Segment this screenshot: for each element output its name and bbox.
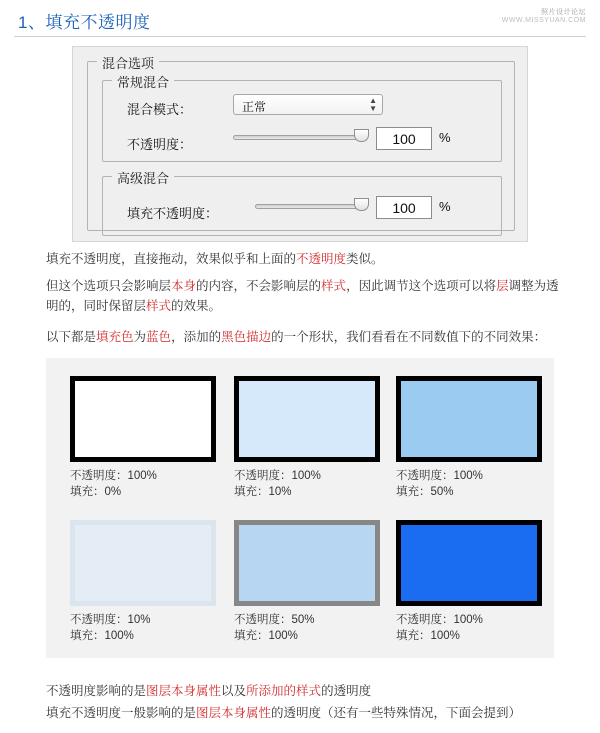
sample-item (396, 520, 546, 644)
paragraph-1 (46, 249, 566, 269)
fill-opacity-label: 填充不透明度： (127, 206, 219, 221)
sample-fill-caption: 填充：100% (70, 630, 134, 642)
paragraph-2-part-g: 调整为透 (508, 279, 559, 293)
footer-1-highlight-b: 所添加的样式 (246, 684, 322, 698)
blend-options-legend: 混合选项 (97, 53, 159, 72)
paragraph-3-highlight-stroke: 黑色描边 (221, 330, 272, 344)
sample-swatch (234, 376, 380, 462)
paragraph-1-part-c: 类似。 (346, 252, 384, 266)
opacity-value-input[interactable]: 100 (376, 127, 432, 150)
sample-opacity-caption: 不透明度：50% (234, 614, 315, 626)
footer-2-part-a: 填充不透明度一般影响的是 (46, 706, 197, 720)
sample-item (70, 520, 220, 644)
sample-fill-caption: 填充：100% (396, 630, 460, 642)
opacity-slider-track[interactable] (233, 135, 367, 140)
footer-1-part-c: 以及 (221, 684, 247, 698)
fill-opacity-percent-label: % (439, 199, 451, 214)
advanced-blend-legend: 高级混合 (112, 168, 174, 187)
sample-opacity-caption: 不透明度：10% (70, 614, 151, 626)
opacity-slider-thumb[interactable] (354, 129, 369, 142)
paragraph-2-part-a: 但这个选项只会影响层 (46, 279, 172, 293)
footer-1-part-a: 不透明度影响的是 (46, 684, 147, 698)
sample-item (396, 376, 546, 500)
footer-line-2 (46, 703, 576, 723)
paragraph-3-highlight-blue: 蓝色 (146, 330, 172, 344)
sample-fill-caption: 填充：0% (70, 486, 122, 498)
sample-swatch (234, 520, 380, 606)
footer-2-highlight: 图层本身属性 (196, 706, 272, 720)
paragraph-2-line-1 (46, 276, 566, 296)
sample-fill-caption: 填充：100% (234, 630, 298, 642)
sample-swatch (396, 376, 542, 462)
footer-1-highlight-a: 图层本身属性 (146, 684, 222, 698)
sample-opacity-caption: 不透明度：100% (396, 470, 483, 482)
paragraph-2-highlight-self: 本身 (171, 279, 197, 293)
advanced-blend-group (102, 171, 502, 236)
paragraph-3-part-c: 为 (133, 330, 147, 344)
footer-line-1 (46, 681, 576, 701)
chevron-updown-icon: ▲ ▼ (369, 96, 377, 113)
paragraph-2-highlight-style-2: 样式 (146, 299, 172, 313)
sample-opacity-caption: 不透明度：100% (234, 470, 321, 482)
blending-options-dialog (72, 46, 528, 242)
blend-mode-select[interactable] (233, 94, 383, 115)
fill-opacity-value-input[interactable]: 100 (376, 196, 432, 219)
sample-fill-caption: 填充：10% (234, 486, 292, 498)
footer-1-part-e: 的透明度 (321, 684, 372, 698)
paragraph-3-highlight-fill: 填充色 (96, 330, 134, 344)
paragraph-2-line-2 (46, 296, 566, 316)
sample-item (234, 376, 384, 500)
paragraph-3-part-a: 以下都是 (46, 330, 97, 344)
paragraph-3 (46, 327, 566, 347)
paragraph-1-part-a: 填充不透明度，直接拖动，效果似乎和上面的 (46, 252, 297, 266)
paragraph-2-part-j: 的效果。 (171, 299, 222, 313)
sample-opacity-caption: 不透明度：100% (70, 470, 157, 482)
blend-options-group (87, 56, 515, 231)
opacity-label: 不透明度： (127, 137, 193, 152)
sample-swatch (70, 520, 216, 606)
sample-fill-caption: 填充：50% (396, 486, 454, 498)
general-blend-legend: 常规混合 (112, 72, 174, 91)
blend-mode-label: 混合模式： (127, 102, 193, 117)
watermark (502, 9, 586, 25)
paragraph-2-part-c: 的内容，不会影响层的 (196, 279, 322, 293)
paragraph-3-part-g: 的一个形状，我们看看在不同数值下的不同效果： (271, 330, 547, 344)
fill-opacity-slider-track[interactable] (255, 204, 367, 209)
sample-swatch (396, 520, 542, 606)
blend-mode-value: 正常 (242, 100, 267, 114)
general-blend-group (102, 75, 502, 162)
title-divider (14, 36, 586, 37)
page-title: 1、填充不透明度 (18, 13, 151, 32)
paragraph-2-part-h: 明的，同时保留层 (46, 299, 147, 313)
paragraph-1-highlight: 不透明度 (296, 252, 347, 266)
sample-opacity-caption: 不透明度：100% (396, 614, 483, 626)
footer-2-part-c: 的透明度（还有一些特殊情况，下面会提到） (271, 706, 522, 720)
paragraph-2-highlight-style: 样式 (321, 279, 347, 293)
fill-opacity-slider-thumb[interactable] (354, 198, 369, 211)
paragraph-3-part-e: ，添加的 (171, 330, 222, 344)
opacity-percent-label: % (439, 130, 451, 145)
watermark-line-1: 照片设计论坛 (541, 9, 586, 16)
sample-item (234, 520, 384, 644)
watermark-line-2: WWW.MISSYUAN.COM (501, 17, 586, 25)
samples-panel (46, 358, 554, 658)
sample-item (70, 376, 220, 500)
paragraph-2-part-e: ，因此调节这个选项可以将 (346, 279, 497, 293)
sample-swatch (70, 376, 216, 462)
paragraph-2-highlight-layer: 层 (496, 279, 509, 293)
